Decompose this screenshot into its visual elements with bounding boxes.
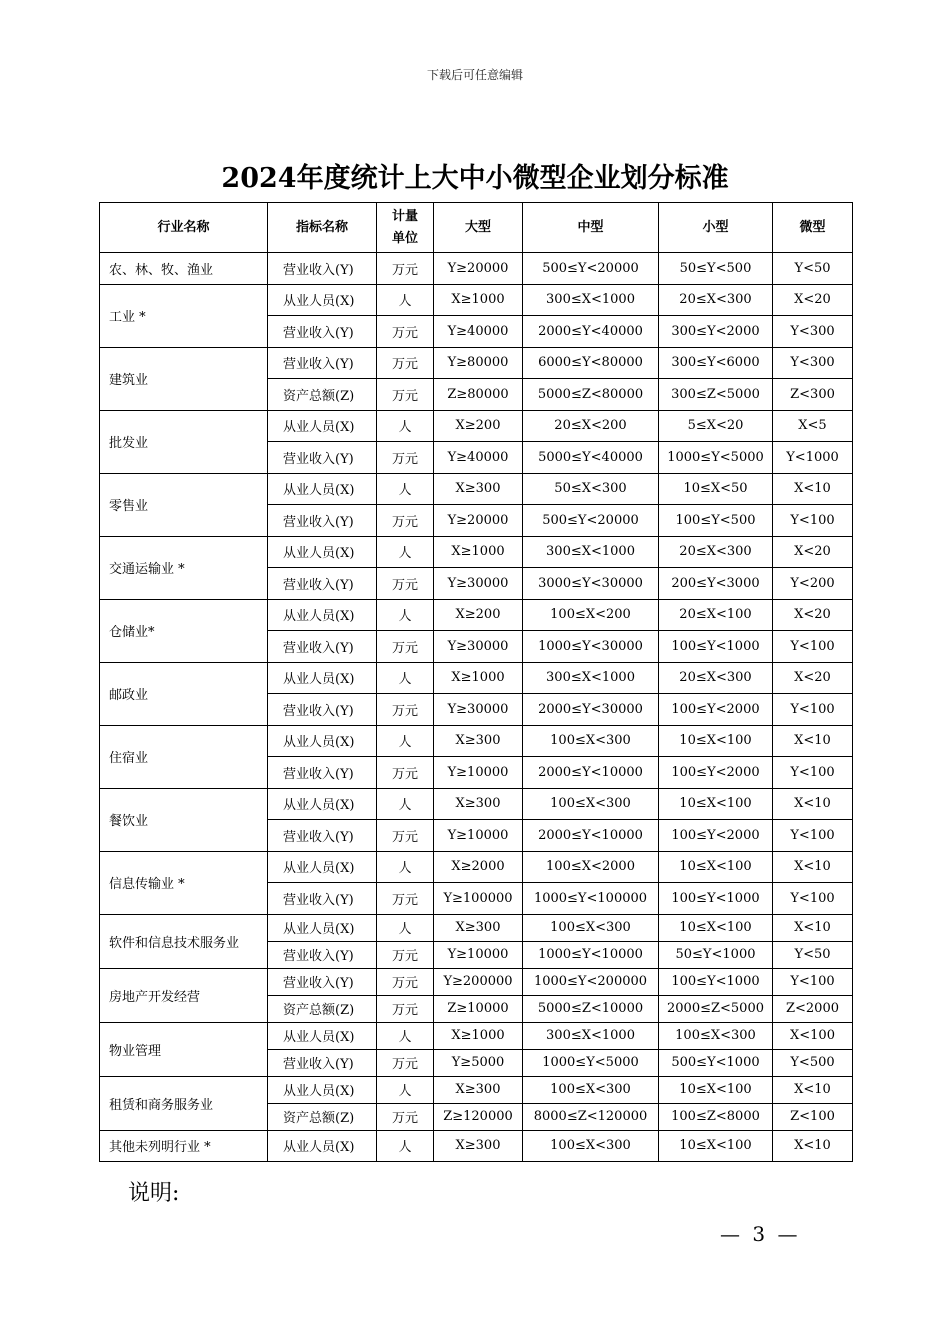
small-cell: 10≤X<50 (659, 473, 773, 505)
micro-cell: X<20 (773, 536, 853, 568)
large-cell: X≥2000 (434, 851, 523, 883)
medium-cell: 300≤X<1000 (523, 1022, 659, 1049)
micro-cell: Y<100 (773, 883, 853, 915)
micro-cell: Z<100 (773, 1103, 853, 1130)
table-row (100, 1130, 853, 1162)
industry-name-cell: 交通运输业 * (100, 536, 268, 599)
indicator-cell: 营业收入(Y) (268, 694, 377, 726)
micro-cell: Y<300 (773, 347, 853, 379)
micro-cell: X<20 (773, 662, 853, 694)
header-unit (377, 203, 434, 253)
large-cell: Y≥80000 (434, 347, 523, 379)
small-cell: 1000≤Y<5000 (659, 442, 773, 474)
medium-cell: 1000≤Y<5000 (523, 1049, 659, 1076)
unit-cell: 人 (377, 536, 434, 568)
small-cell: 100≤Y<1000 (659, 968, 773, 995)
table-row (100, 347, 853, 379)
table-row (100, 968, 853, 995)
indicator-cell: 营业收入(Y) (268, 883, 377, 915)
medium-cell: 6000≤Y<80000 (523, 347, 659, 379)
micro-cell: Y<100 (773, 968, 853, 995)
indicator-cell: 营业收入(Y) (268, 347, 377, 379)
indicator-cell: 营业收入(Y) (268, 442, 377, 474)
small-cell: 20≤X<300 (659, 536, 773, 568)
table-row (100, 788, 853, 820)
small-cell: 100≤Y<500 (659, 505, 773, 537)
table-row (100, 1076, 853, 1103)
indicator-cell: 营业收入(Y) (268, 631, 377, 663)
page-title: 2024年度统计上大中小微型企业划分标准 (221, 163, 729, 194)
large-cell: X≥300 (434, 1076, 523, 1103)
header-large: 大型 (434, 203, 523, 253)
medium-cell: 5000≤Z<80000 (523, 379, 659, 411)
industry-name-cell: 批发业 (100, 410, 268, 473)
table-row (100, 1022, 853, 1049)
unit-cell: 万元 (377, 694, 434, 726)
large-cell: X≥1000 (434, 662, 523, 694)
medium-cell: 100≤X<300 (523, 914, 659, 941)
indicator-cell: 营业收入(Y) (268, 820, 377, 852)
small-cell: 20≤X<300 (659, 662, 773, 694)
micro-cell: X<20 (773, 599, 853, 631)
indicator-cell: 营业收入(Y) (268, 253, 377, 285)
medium-cell: 100≤X<300 (523, 725, 659, 757)
small-cell: 100≤Z<8000 (659, 1103, 773, 1130)
unit-cell: 万元 (377, 316, 434, 348)
unit-cell: 人 (377, 914, 434, 941)
small-cell: 20≤X<100 (659, 599, 773, 631)
table-row (100, 284, 853, 316)
indicator-cell: 从业人员(X) (268, 599, 377, 631)
table-row (100, 914, 853, 941)
indicator-cell: 资产总额(Z) (268, 995, 377, 1022)
large-cell: Y≥100000 (434, 883, 523, 915)
unit-cell: 万元 (377, 995, 434, 1022)
unit-cell: 人 (377, 788, 434, 820)
small-cell: 500≤Y<1000 (659, 1049, 773, 1076)
unit-cell: 万元 (377, 347, 434, 379)
table-row (100, 253, 853, 285)
large-cell: Y≥200000 (434, 968, 523, 995)
small-cell: 10≤X<100 (659, 914, 773, 941)
classification-table (99, 202, 853, 1162)
unit-cell: 人 (377, 662, 434, 694)
header-small: 小型 (659, 203, 773, 253)
unit-cell: 人 (377, 473, 434, 505)
medium-cell: 100≤X<300 (523, 1130, 659, 1162)
industry-name-cell: 软件和信息技术服务业 (100, 914, 268, 968)
large-cell: Y≥20000 (434, 505, 523, 537)
small-cell: 100≤Y<2000 (659, 820, 773, 852)
unit-cell: 人 (377, 1130, 434, 1162)
micro-cell: X<10 (773, 788, 853, 820)
industry-name-cell: 房地产开发经营 (100, 968, 268, 1022)
micro-cell: X<10 (773, 1076, 853, 1103)
unit-cell: 万元 (377, 941, 434, 968)
micro-cell: X<10 (773, 1130, 853, 1162)
medium-cell: 500≤Y<20000 (523, 253, 659, 285)
small-cell: 100≤Y<1000 (659, 883, 773, 915)
unit-cell: 万元 (377, 968, 434, 995)
micro-cell: Z<300 (773, 379, 853, 411)
large-cell: Y≥30000 (434, 694, 523, 726)
large-cell: X≥1000 (434, 284, 523, 316)
small-cell: 100≤Y<2000 (659, 757, 773, 789)
large-cell: Y≥10000 (434, 820, 523, 852)
table-row (100, 599, 853, 631)
large-cell: Y≥10000 (434, 757, 523, 789)
indicator-cell: 资产总额(Z) (268, 379, 377, 411)
medium-cell: 1000≤Y<100000 (523, 883, 659, 915)
large-cell: X≥300 (434, 914, 523, 941)
industry-name-cell: 农、林、牧、渔业 (100, 253, 268, 285)
header-medium: 中型 (523, 203, 659, 253)
micro-cell: X<5 (773, 410, 853, 442)
table-row (100, 725, 853, 757)
indicator-cell: 从业人员(X) (268, 473, 377, 505)
medium-cell: 500≤Y<20000 (523, 505, 659, 537)
small-cell: 20≤X<300 (659, 284, 773, 316)
large-cell: X≥300 (434, 473, 523, 505)
header-unit-line1: 计量 (391, 208, 418, 224)
indicator-cell: 从业人员(X) (268, 851, 377, 883)
indicator-cell: 从业人员(X) (268, 1130, 377, 1162)
medium-cell: 1000≤Y<30000 (523, 631, 659, 663)
industry-name-cell: 物业管理 (100, 1022, 268, 1076)
micro-cell: Y<500 (773, 1049, 853, 1076)
unit-cell: 万元 (377, 883, 434, 915)
industry-name-cell: 信息传输业 * (100, 851, 268, 914)
medium-cell: 300≤X<1000 (523, 536, 659, 568)
small-cell: 50≤Y<1000 (659, 941, 773, 968)
unit-cell: 万元 (377, 1049, 434, 1076)
indicator-cell: 营业收入(Y) (268, 1049, 377, 1076)
indicator-cell: 从业人员(X) (268, 662, 377, 694)
large-cell: X≥200 (434, 599, 523, 631)
small-cell: 300≤Y<2000 (659, 316, 773, 348)
medium-cell: 300≤X<1000 (523, 662, 659, 694)
micro-cell: X<10 (773, 725, 853, 757)
header-industry: 行业名称 (100, 203, 268, 253)
medium-cell: 2000≤Y<30000 (523, 694, 659, 726)
indicator-cell: 从业人员(X) (268, 1022, 377, 1049)
medium-cell: 3000≤Y<30000 (523, 568, 659, 600)
page-number: — 3 — (720, 1222, 801, 1246)
industry-name-cell: 餐饮业 (100, 788, 268, 851)
indicator-cell: 从业人员(X) (268, 788, 377, 820)
large-cell: Y≥30000 (434, 568, 523, 600)
industry-name-cell: 其他未列明行业 * (100, 1130, 268, 1162)
note-label: 说明: (128, 1181, 180, 1206)
small-cell: 300≤Y<6000 (659, 347, 773, 379)
micro-cell: Y<300 (773, 316, 853, 348)
header-indicator: 指标名称 (268, 203, 377, 253)
unit-cell: 万元 (377, 820, 434, 852)
table-body (100, 253, 853, 1162)
small-cell: 10≤X<100 (659, 851, 773, 883)
micro-cell: Y<1000 (773, 442, 853, 474)
micro-cell: Y<200 (773, 568, 853, 600)
large-cell: Y≥20000 (434, 253, 523, 285)
small-cell: 10≤X<100 (659, 1130, 773, 1162)
indicator-cell: 营业收入(Y) (268, 505, 377, 537)
small-cell: 10≤X<100 (659, 1076, 773, 1103)
industry-name-cell: 邮政业 (100, 662, 268, 725)
unit-cell: 人 (377, 599, 434, 631)
unit-cell: 人 (377, 851, 434, 883)
micro-cell: Y<100 (773, 631, 853, 663)
large-cell: Z≥80000 (434, 379, 523, 411)
industry-name-cell: 零售业 (100, 473, 268, 536)
unit-cell: 万元 (377, 757, 434, 789)
micro-cell: X<100 (773, 1022, 853, 1049)
micro-cell: Y<100 (773, 757, 853, 789)
industry-name-cell: 仓储业* (100, 599, 268, 662)
micro-cell: X<10 (773, 914, 853, 941)
indicator-cell: 从业人员(X) (268, 284, 377, 316)
indicator-cell: 营业收入(Y) (268, 757, 377, 789)
medium-cell: 5000≤Y<40000 (523, 442, 659, 474)
large-cell: Z≥120000 (434, 1103, 523, 1130)
medium-cell: 100≤X<300 (523, 788, 659, 820)
medium-cell: 100≤X<2000 (523, 851, 659, 883)
indicator-cell: 营业收入(Y) (268, 968, 377, 995)
small-cell: 100≤Y<1000 (659, 631, 773, 663)
micro-cell: X<20 (773, 284, 853, 316)
indicator-cell: 从业人员(X) (268, 536, 377, 568)
indicator-cell: 营业收入(Y) (268, 568, 377, 600)
unit-cell: 万元 (377, 253, 434, 285)
large-cell: Y≥30000 (434, 631, 523, 663)
unit-cell: 人 (377, 1022, 434, 1049)
unit-cell: 万元 (377, 505, 434, 537)
small-cell: 50≤Y<500 (659, 253, 773, 285)
micro-cell: X<10 (773, 473, 853, 505)
industry-name-cell: 工业 * (100, 284, 268, 347)
medium-cell: 2000≤Y<40000 (523, 316, 659, 348)
industry-name-cell: 租赁和商务服务业 (100, 1076, 268, 1130)
large-cell: Y≥40000 (434, 316, 523, 348)
small-cell: 2000≤Z<5000 (659, 995, 773, 1022)
unit-cell: 万元 (377, 568, 434, 600)
micro-cell: Y<50 (773, 941, 853, 968)
medium-cell: 300≤X<1000 (523, 284, 659, 316)
micro-cell: Y<50 (773, 253, 853, 285)
industry-name-cell: 建筑业 (100, 347, 268, 410)
medium-cell: 2000≤Y<10000 (523, 820, 659, 852)
unit-cell: 万元 (377, 442, 434, 474)
small-cell: 10≤X<100 (659, 725, 773, 757)
small-cell: 100≤X<300 (659, 1022, 773, 1049)
unit-cell: 人 (377, 284, 434, 316)
table-row (100, 662, 853, 694)
large-cell: X≥1000 (434, 536, 523, 568)
micro-cell: Z<2000 (773, 995, 853, 1022)
indicator-cell: 从业人员(X) (268, 725, 377, 757)
indicator-cell: 从业人员(X) (268, 410, 377, 442)
indicator-cell: 营业收入(Y) (268, 316, 377, 348)
unit-cell: 万元 (377, 631, 434, 663)
indicator-cell: 营业收入(Y) (268, 941, 377, 968)
unit-cell: 万元 (377, 379, 434, 411)
large-cell: X≥300 (434, 1130, 523, 1162)
table-row (100, 536, 853, 568)
header-unit-line2: 单位 (391, 230, 418, 246)
small-cell: 100≤Y<2000 (659, 694, 773, 726)
small-cell: 200≤Y<3000 (659, 568, 773, 600)
large-cell: Y≥10000 (434, 941, 523, 968)
medium-cell: 5000≤Z<10000 (523, 995, 659, 1022)
unit-cell: 人 (377, 725, 434, 757)
large-cell: X≥1000 (434, 1022, 523, 1049)
table-header-row (100, 203, 853, 253)
micro-cell: Y<100 (773, 694, 853, 726)
table-row (100, 851, 853, 883)
large-cell: X≥300 (434, 788, 523, 820)
indicator-cell: 从业人员(X) (268, 1076, 377, 1103)
medium-cell: 8000≤Z<120000 (523, 1103, 659, 1130)
indicator-cell: 从业人员(X) (268, 914, 377, 941)
micro-cell: Y<100 (773, 505, 853, 537)
table-row (100, 410, 853, 442)
medium-cell: 50≤X<300 (523, 473, 659, 505)
table-row (100, 473, 853, 505)
large-cell: X≥300 (434, 725, 523, 757)
medium-cell: 2000≤Y<10000 (523, 757, 659, 789)
micro-cell: X<10 (773, 851, 853, 883)
unit-cell: 人 (377, 1076, 434, 1103)
large-cell: Y≥40000 (434, 442, 523, 474)
large-cell: Z≥10000 (434, 995, 523, 1022)
micro-cell: Y<100 (773, 820, 853, 852)
watermark-text: 下载后可任意编辑 (426, 68, 523, 82)
small-cell: 300≤Z<5000 (659, 379, 773, 411)
unit-cell: 人 (377, 410, 434, 442)
medium-cell: 1000≤Y<200000 (523, 968, 659, 995)
header-micro: 微型 (773, 203, 853, 253)
indicator-cell: 资产总额(Z) (268, 1103, 377, 1130)
medium-cell: 20≤X<200 (523, 410, 659, 442)
unit-cell: 万元 (377, 1103, 434, 1130)
medium-cell: 100≤X<300 (523, 1076, 659, 1103)
small-cell: 5≤X<20 (659, 410, 773, 442)
medium-cell: 100≤X<200 (523, 599, 659, 631)
large-cell: X≥200 (434, 410, 523, 442)
industry-name-cell: 住宿业 (100, 725, 268, 788)
large-cell: Y≥5000 (434, 1049, 523, 1076)
small-cell: 10≤X<100 (659, 788, 773, 820)
medium-cell: 1000≤Y<10000 (523, 941, 659, 968)
